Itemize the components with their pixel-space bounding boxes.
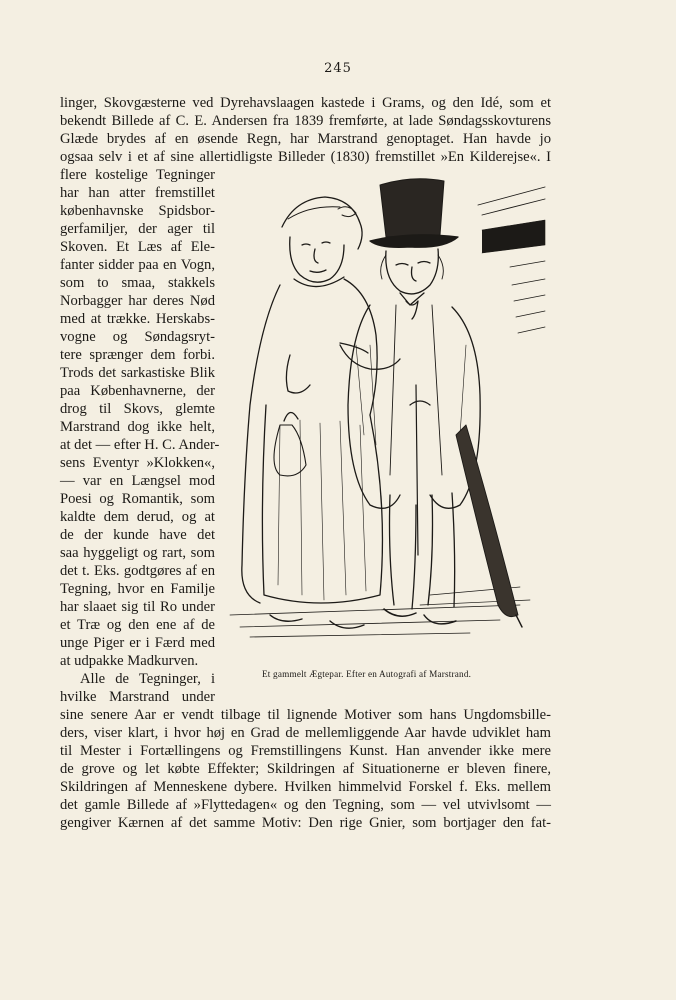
text-line: linger, Skovgæsterne ved Dyrehavslaagen kastede i Grams, og den Idé, som et [60, 95, 551, 111]
page-number: 245 [324, 61, 352, 76]
text-line: københavnske Spidsbor- [60, 203, 215, 219]
text-line: Skoven. Et Læs af Ele- [60, 239, 215, 255]
text-line: saa hyggeligt og rart, som [60, 545, 215, 561]
text-line: med at trække. Herskabs- [60, 311, 215, 327]
text-line: Poesi og Romantik, som [60, 491, 215, 507]
text-line: tere sprænger dem forbi. [60, 347, 215, 363]
text-line: ders, viser klart, i hvor høj en Grad de mellemliggende Aar havde udviklet ham [60, 725, 551, 741]
text-line: bekendt Billede af C. E. Andersen fra 1839 fremførte, at lade Søndagsskovturens [60, 113, 551, 129]
text-line: unge Piger er i Færd med [60, 635, 215, 651]
text-line: et Træ og den ene af de [60, 617, 215, 633]
figure-caption: Et gammelt Ægtepar. Efter en Autografi af Marstrand. [262, 669, 472, 679]
text-line: de grove og let købte Effekter; Skildringen af Situationerne er bleven finere, [60, 761, 551, 777]
text-line: — var en Længsel mod [60, 473, 215, 489]
text-line: drog til Skovs, glemte [60, 401, 215, 417]
text-line: kaldte dem derud, og at [60, 509, 215, 525]
text-line: Norbagger har deres Nød [60, 293, 215, 309]
text-line: ogsaa selv i et af sine allertidligste Billeder (1830) fremstillet »En Kilderejse«. I [60, 149, 551, 165]
text-line: har slaaet sig til Ro under [60, 599, 215, 615]
text-line: til Mester i Fortællingens og Fremstillingens Kunst. Han anvender ikke mere [60, 743, 551, 759]
text-line: paa Københavnerne, der [60, 383, 215, 399]
text-line: har han atter fremstillet [60, 185, 215, 201]
text-line: gerfamiljer, der ager til [60, 221, 215, 237]
text-line: Alle de Tegninger, i [80, 671, 215, 687]
text-line: det gamle Billede af »Flyttedagen« og den Tegning, som — vel utvivlsomt — [60, 797, 551, 813]
text-line: Trods det sarkastiske Blik [60, 365, 215, 381]
text-line: vogne og Søndagsryt- [60, 329, 215, 345]
text-line: Marstrand dog ikke helt, [60, 419, 215, 435]
text-line: at udpakke Madkurven. [60, 653, 199, 669]
text-line: flere kostelige Tegninger [60, 167, 215, 183]
text-line: de der kunde have det [60, 527, 215, 543]
text-line: fanter sidder paa en Vogn, [60, 257, 215, 273]
illustration-old-couple [220, 175, 550, 665]
text-line: Glæde brydes af en øsende Regn, har Marstrand genoptaget. Han havde jo [60, 131, 551, 147]
text-line: Tegning, hvor en Familje [60, 581, 215, 597]
text-line: at det — efter H. C. Ander- [60, 437, 220, 453]
text-line: det t. Eks. godtgøres af en [60, 563, 215, 579]
text-line: sine senere Aar er vendt tilbage til lignende Motiver som hans Ungdomsbille- [60, 707, 551, 723]
text-line: sens Eventyr »Klokken«, [60, 455, 215, 471]
text-line: hvilke Marstrand under [60, 689, 215, 705]
text-line: Skildringen af Menneskene dybere. Hvilken himmelvid Forskel f. Eks. mellem [60, 779, 551, 795]
text-line: gengiver Kærnen af det samme Motiv: Den rige Gnier, som bortjager den fat- [60, 815, 551, 831]
text-line: som to smaa, stakkels [60, 275, 215, 291]
